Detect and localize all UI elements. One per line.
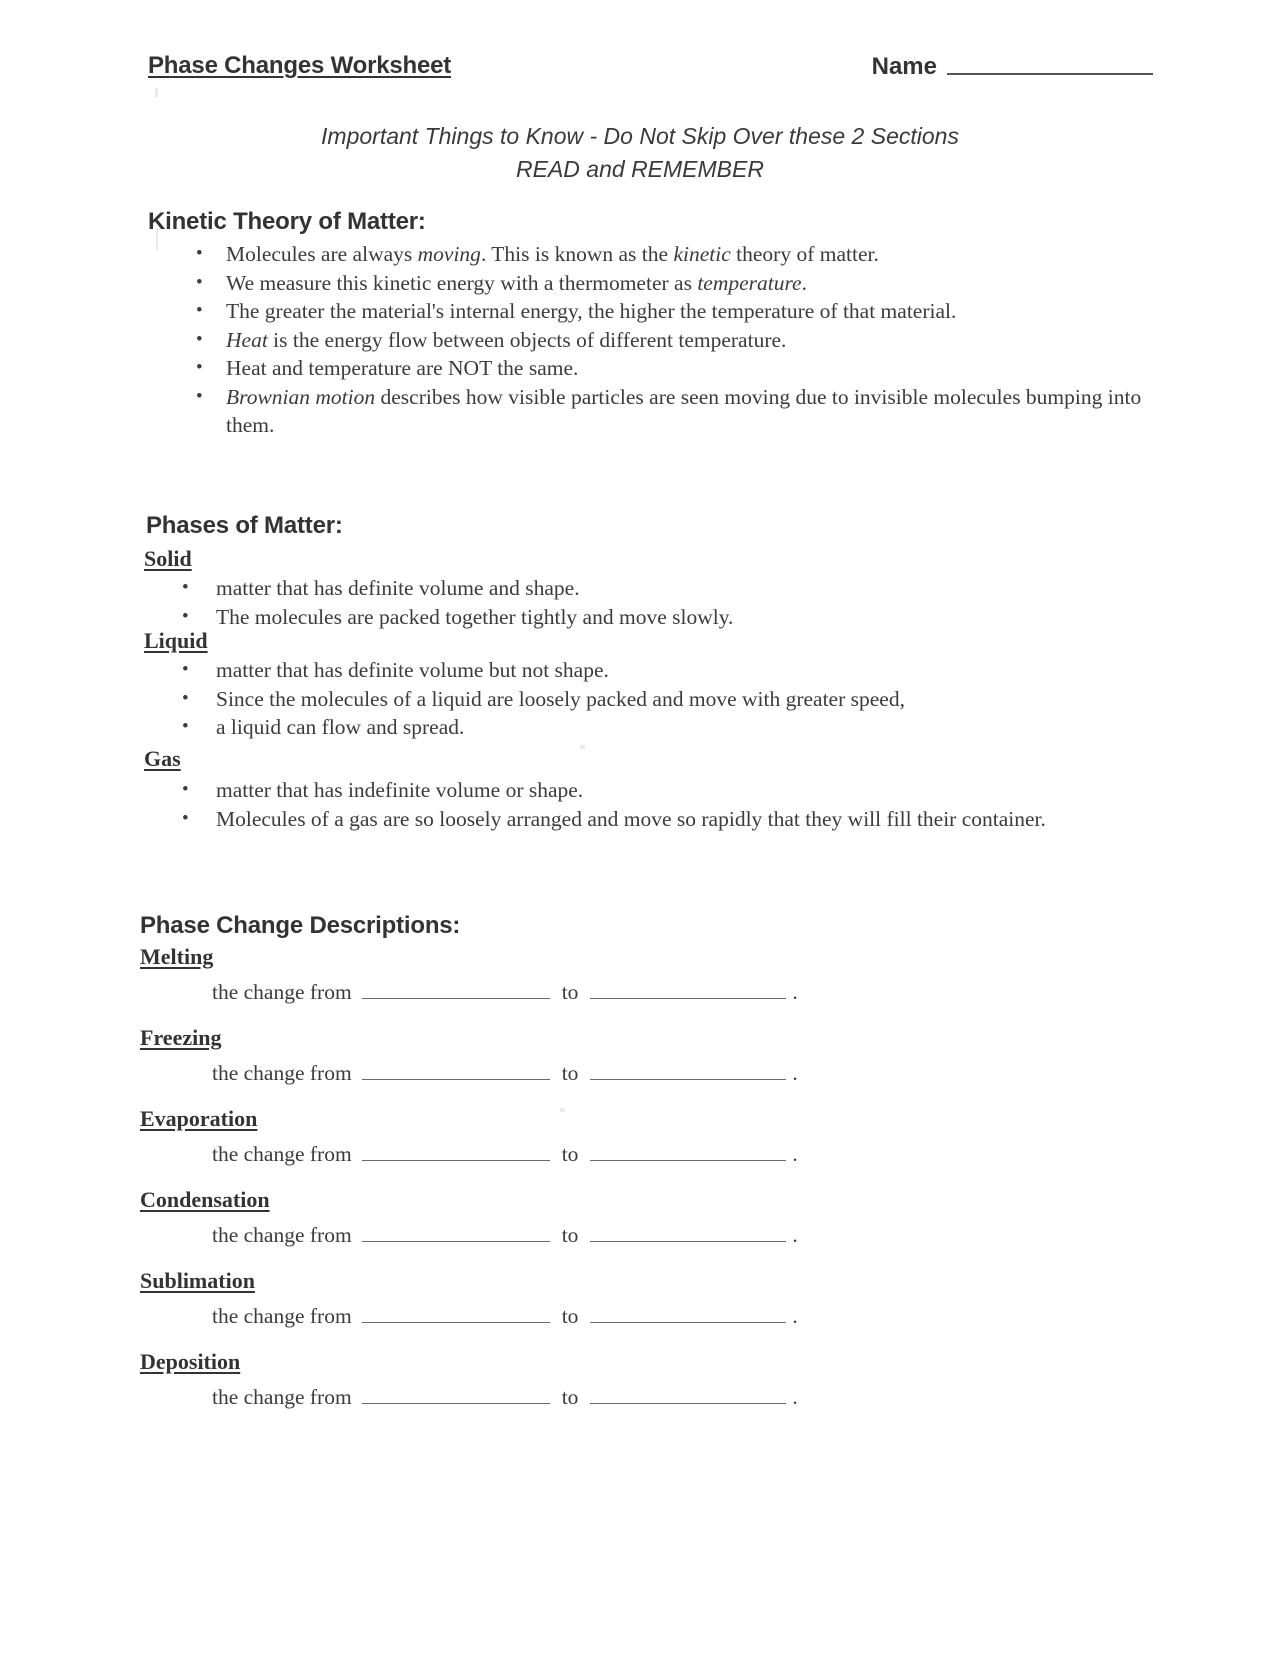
to-blank-line[interactable] bbox=[590, 1388, 786, 1404]
section-heading-phases-of-matter: Phases of Matter: bbox=[146, 512, 343, 539]
phase-change-row-melting bbox=[212, 980, 798, 1005]
change-row-period: . bbox=[792, 1142, 798, 1166]
bullet-dot-icon: • bbox=[196, 328, 203, 350]
bullet-dot-icon: • bbox=[196, 271, 203, 293]
bullet-dot-icon: • bbox=[182, 605, 189, 627]
page-title: Phase Changes Worksheet bbox=[148, 52, 452, 79]
bullet-text: Since the molecules of a liquid are loosely packed and move with greater speed, bbox=[216, 686, 905, 711]
phase-change-row-sublimation bbox=[212, 1304, 798, 1329]
subtitle-block bbox=[0, 120, 1280, 186]
phase-change-row-freezing bbox=[212, 1061, 798, 1086]
phase-bullets-liquid bbox=[144, 656, 1144, 742]
phase-change-label-condensation: Condensation bbox=[140, 1187, 270, 1212]
bullet-dot-icon: • bbox=[182, 716, 189, 737]
bullet-text: Molecules of a gas are so loosely arranged and move so rapidly that they will fill their container. bbox=[216, 806, 1046, 831]
bullet-item bbox=[144, 685, 1144, 714]
from-blank-line[interactable] bbox=[362, 1388, 550, 1404]
name-input-line[interactable] bbox=[947, 73, 1153, 75]
emphasis-text: Heat bbox=[226, 327, 268, 352]
bullet-text: matter that has indefinite volume or shape. bbox=[216, 778, 584, 802]
bullet-dot-icon: • bbox=[196, 243, 203, 264]
bullet-item bbox=[196, 383, 1156, 440]
bullet-text bbox=[196, 326, 1156, 355]
change-row-period: . bbox=[792, 1385, 798, 1409]
name-field-group bbox=[872, 53, 1153, 81]
plain-text: theory of matter. bbox=[730, 242, 879, 266]
section-heading-phase-change-descriptions: Phase Change Descriptions: bbox=[140, 912, 461, 939]
plain-text: Molecules are always bbox=[226, 242, 418, 266]
emphasis-text: temperature bbox=[697, 270, 802, 295]
change-row-to-text: to bbox=[561, 1061, 579, 1085]
to-blank-line[interactable] bbox=[590, 1064, 786, 1080]
bullet-item bbox=[144, 574, 1144, 603]
emphasis-text: moving bbox=[417, 242, 481, 266]
change-row-to-text: to bbox=[561, 1223, 579, 1247]
change-row-period: . bbox=[792, 1223, 798, 1247]
kinetic-theory-bullet-list bbox=[196, 240, 1156, 440]
bullet-text bbox=[196, 269, 1156, 298]
change-row-lead-text: the change from bbox=[212, 1061, 352, 1085]
bullet-item bbox=[144, 776, 1174, 805]
plain-text: We measure this kinetic energy with a thermometer as bbox=[226, 270, 698, 295]
bullet-item bbox=[144, 656, 1144, 685]
bullet-dot-icon: • bbox=[196, 385, 203, 407]
bullet-dot-icon: • bbox=[182, 687, 189, 709]
phase-label-gas: Gas bbox=[144, 746, 181, 771]
change-row-lead-text: the change from bbox=[212, 1304, 352, 1328]
emphasis-text: Brownian motion bbox=[226, 384, 376, 409]
phase-change-row-deposition bbox=[212, 1385, 798, 1410]
change-row-to-text: to bbox=[561, 1142, 579, 1166]
bullet-item bbox=[196, 297, 1156, 326]
plain-text: is the energy flow between objects of different temperature. bbox=[267, 327, 787, 352]
bullet-item bbox=[144, 603, 1144, 632]
bullet-item bbox=[196, 269, 1156, 298]
to-blank-line[interactable] bbox=[590, 983, 786, 999]
from-blank-line[interactable] bbox=[362, 1307, 550, 1323]
bullet-item bbox=[196, 326, 1156, 355]
bullet-item bbox=[196, 354, 1156, 383]
change-row-to-text: to bbox=[561, 1304, 579, 1328]
plain-text: describes how visible particles are seen moving due to invisible molecules bumping into them. bbox=[226, 384, 1142, 437]
change-row-period: . bbox=[792, 980, 798, 1004]
change-row-lead-text: the change from bbox=[212, 980, 352, 1004]
from-blank-line[interactable] bbox=[362, 1145, 550, 1161]
bullet-text: matter that has definite volume and shape. bbox=[216, 576, 580, 600]
subtitle-line-1: Important Things to Know - Do Not Skip Over these 2 Sections bbox=[321, 123, 959, 149]
plain-text: . bbox=[801, 270, 807, 295]
bullet-dot-icon: • bbox=[196, 300, 203, 321]
phase-bullets-gas bbox=[144, 776, 1174, 833]
bullet-item bbox=[144, 713, 1144, 742]
bullet-dot-icon: • bbox=[182, 807, 189, 829]
phase-change-label-melting: Melting bbox=[140, 944, 214, 969]
change-row-period: . bbox=[792, 1061, 798, 1085]
plain-text: . This is known as the bbox=[480, 242, 674, 266]
bullet-dot-icon: • bbox=[182, 779, 189, 800]
from-blank-line[interactable] bbox=[362, 1064, 550, 1080]
change-row-lead-text: the change from bbox=[212, 1385, 352, 1409]
bullet-dot-icon: • bbox=[182, 659, 189, 680]
from-blank-line[interactable] bbox=[362, 1226, 550, 1242]
change-row-lead-text: the change from bbox=[212, 1142, 352, 1166]
phase-change-row-evaporation bbox=[212, 1142, 798, 1167]
phase-change-label-sublimation: Sublimation bbox=[140, 1268, 255, 1293]
bullet-text bbox=[196, 297, 1156, 326]
header bbox=[148, 52, 1153, 92]
scan-speckle bbox=[560, 1108, 565, 1112]
to-blank-line[interactable] bbox=[590, 1145, 786, 1161]
change-row-to-text: to bbox=[561, 980, 579, 1004]
name-label: Name bbox=[871, 53, 937, 80]
phase-change-label-freezing: Freezing bbox=[140, 1025, 222, 1050]
phase-bullets-solid bbox=[144, 574, 1144, 631]
change-row-lead-text: the change from bbox=[212, 1223, 352, 1247]
bullet-dot-icon: • bbox=[182, 577, 189, 598]
section-heading-kinetic-theory: Kinetic Theory of Matter: bbox=[148, 208, 426, 235]
to-blank-line[interactable] bbox=[590, 1307, 786, 1323]
change-row-period: . bbox=[792, 1304, 798, 1328]
bullet-text: The molecules are packed together tightly and move slowly. bbox=[216, 604, 734, 629]
phase-change-label-evaporation: Evaporation bbox=[140, 1106, 258, 1131]
phase-label-liquid: Liquid bbox=[144, 628, 208, 653]
to-blank-line[interactable] bbox=[590, 1226, 786, 1242]
bullet-text: a liquid can flow and spread. bbox=[216, 715, 465, 739]
plain-text: Heat and temperature are NOT the same. bbox=[226, 356, 579, 380]
phase-change-label-deposition: Deposition bbox=[140, 1349, 241, 1374]
subtitle-line-2: READ and REMEMBER bbox=[516, 156, 764, 182]
change-row-to-text: to bbox=[561, 1385, 579, 1409]
phase-label-solid: Solid bbox=[144, 546, 192, 571]
bullet-text bbox=[196, 354, 1156, 383]
bullet-text bbox=[196, 383, 1156, 440]
bullet-dot-icon: • bbox=[196, 357, 203, 378]
bullet-text: matter that has definite volume but not shape. bbox=[216, 658, 609, 682]
from-blank-line[interactable] bbox=[362, 983, 550, 999]
emphasis-text: kinetic bbox=[673, 242, 731, 266]
phase-change-row-condensation bbox=[212, 1223, 798, 1248]
bullet-item bbox=[144, 805, 1174, 834]
plain-text: The greater the material's internal energy, the higher the temperature of that material. bbox=[226, 299, 957, 323]
bullet-item bbox=[196, 240, 1156, 269]
scan-speckle bbox=[580, 745, 585, 749]
bullet-text bbox=[196, 240, 1156, 269]
